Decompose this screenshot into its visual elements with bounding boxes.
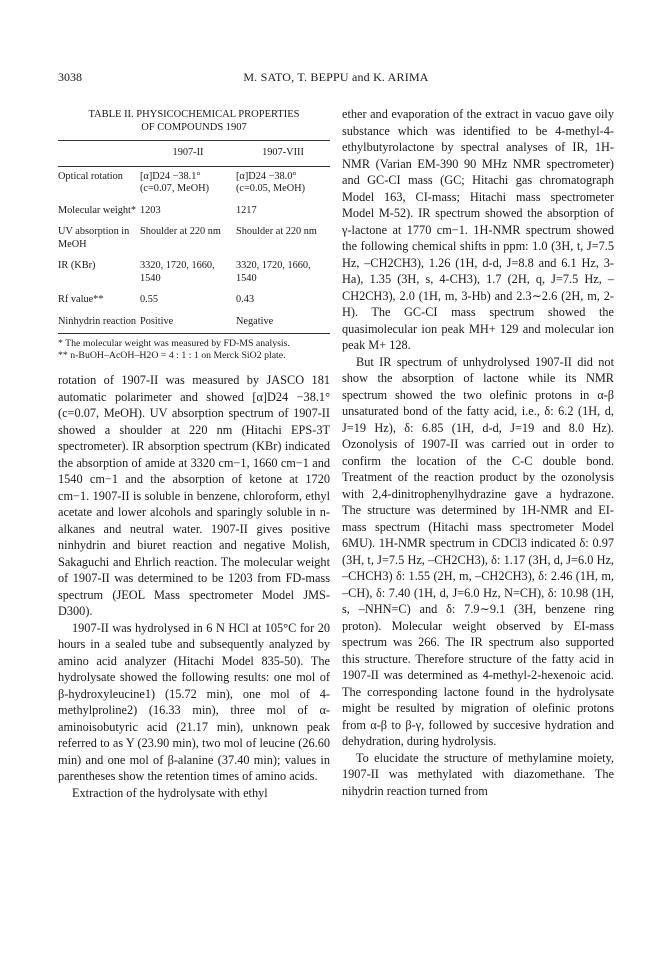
- table-cell: 3320, 1720, 1660, 1540: [140, 260, 215, 284]
- table-footnote: * The molecular weight was measured by FD-MS analysis.: [58, 338, 290, 349]
- table-cell: Optical rotation: [58, 170, 123, 182]
- body-paragraph: rotation of 1907-II was measured by JASCO 181 automatic polarimeter and showed [α]D24 −38.1° (c=0.07, MeOH). UV absorption spectrum of 1907-II showed a shoulder at 220 nm (Hitachi EPS-3T spectrometer). IR absorption spectrum (KBr) indicated the absorption of amide at 3320 cm−1, 1660 cm−1 and 1540 cm−1 and the absorption of ketone at 1720 cm−1. 1907-II is soluble in benzene, chloroform, ethyl acetate and lower alcohols and sparingly soluble in n-alkanes and neutral water. 1907-II gives positive ninhydrin and biuret reaction and negative Molish, Sakaguchi and Ehrlich reaction. The molecular weight of 1907-II was determined to be 1203 from FD-mass spectrum (JEOL Mass spectrometer Model JMS-D300).: [58, 373, 330, 618]
- body-paragraph: Extraction of the hydrolysate with ethyl: [72, 785, 268, 800]
- properties-table: [58, 140, 330, 334]
- table-cell: 3320, 1720, 1660, 1540: [236, 260, 311, 284]
- table-header-cell: 1907-II: [172, 147, 204, 158]
- table-cell: 0.55: [140, 294, 159, 305]
- table-row: [58, 290, 330, 312]
- page-number: 3038: [58, 70, 82, 84]
- table-caption-line1: TABLE II. PHYSICOCHEMICAL PROPERTIES: [88, 109, 300, 120]
- table-cell: Positive: [140, 315, 174, 327]
- table-cell: 1203: [140, 204, 161, 216]
- table-footnote: ** n-BuOH–AcOH–H2O = 4 : 1 : 1 on Merck SiO2 plate.: [58, 350, 286, 361]
- table-cell: Shoulder at 220 nm: [140, 226, 221, 237]
- table-cell: Molecular weight*: [58, 204, 137, 216]
- right-column: [342, 106, 614, 799]
- table-row: [58, 201, 330, 223]
- table-cell: Shoulder at 220 nm: [236, 226, 317, 237]
- table-footnotes: [58, 338, 330, 362]
- table-row: [58, 222, 330, 256]
- running-head: M. SATO, T. BEPPU and K. ARIMA: [243, 70, 429, 84]
- table-cell: UV absorption in MeOH: [58, 226, 130, 250]
- table-cell: Rf value**: [58, 294, 104, 305]
- table-row: [58, 256, 330, 290]
- table-header-cell: [58, 141, 140, 167]
- body-paragraph: ether and evaporation of the extract in vacuo gave oily substance which was identified to be 4-methyl-4-ethylbutyrolactone by spectral analyses of IR, 1H-NMR (Varian EM-390 90 MHz NMR spectrometer) and GC-CI mass (GC; Hitachi gas chromatograph Model 163, CI-mass; Hitachi mass spectrometer Model M-52). IR spectrum showed the absorption of γ-lactone at 1770 cm−1. 1H-NMR spectrum showed the following chemical shifts in ppm: 1.0 (3H, t, J=7.5 Hz, –CH2CH3), 1.26 (1H, d-d, J=8.8 and 6.1 Hz, 3-Ha), 1.35 (3H, s, 4-CH3), 1.7 (2H, q, J=7.5 Hz, –CH2CH3), 2.0 (1H, m, 3-Hb) and 2.3∼2.6 (2H, m, 2-H). The GC-CI mass spectrum showed the quasimolecular ion peak MH+ 129 and molecular ion peak M+ 128.: [342, 107, 614, 352]
- table-caption: [58, 108, 330, 134]
- table-cell: Ninhydrin reaction: [58, 315, 137, 327]
- table-cell: [α]D24 −38.1° (c=0.07, MeOH): [140, 170, 210, 194]
- body-paragraph: But IR spectrum of unhydrolysed 1907-II did not show the absorption of lactone while its NMR spectrum showed the two olefinic protons in α-β unsaturated bond of the fatty acid, i.e., δ: 6.2 (1H, d, J=19 Hz), δ: 6.85 (1H, d-d, J=19 and 8.0 Hz). Ozonolysis of 1907-II was carried out in order to confirm the location of the C-C double bond. Treatment of the reaction product by the ozonolysis with 2,4-dinitrophenylhydrazine gave a hydrazone. The structure was determined by 1H-NMR and EI-mass spectrum (Hitachi mass spectrometer Model 6MU). 1H-NMR spectrum in CDCl3 indicated δ: 0.97 (3H, t, J=7.5 Hz, –CH2CH3), δ: 1.17 (3H, d, J=6.0 Hz, –CHCH3) δ: 1.55 (2H, m, –CH2CH3), δ: 2.46 (1H, m, –CH), δ: 7.40 (1H, d, J=6.0 Hz, N=CH), δ: 10.98 (1H, s, –NHN=C) and δ: 7.9∼9.1 (3H, benzene ring proton). Molecular weight observed by EI-mass spectrum was 266. The IR spectrum also supported this structure. Therefore structure of the fatty acid in 1907-II was determined as 4-methyl-2-hexenoic acid. The corresponding lactone found in the hydrolysate might be resulted by migration of olefinic protons from α-β to β-γ, followed by succesive hydration and dehydration, during hydrolysis.: [342, 354, 614, 748]
- table-caption-line2: OF COMPOUNDS 1907: [141, 122, 247, 133]
- table-row: [58, 312, 330, 334]
- table-cell: IR (KBr): [58, 260, 96, 271]
- table-header-row: [58, 141, 330, 167]
- table-cell: 1217: [236, 204, 257, 216]
- table-header-cell: 1907-VIII: [262, 147, 304, 158]
- table-cell: 0.43: [236, 294, 255, 305]
- body-paragraph: 1907-II was hydrolysed in 6 N HCl at 105°C for 20 hours in a sealed tube and subsequently analyzed by amino acid analyzer (Hitachi Model 835-50). The hydrolysate showed the following results: one mol of β-hydroxyleucine1) (15.72 min), one mol of 4-methylproline2) (16.33 min), three mol of α-aminoisobutyric acid (21.17 min), unknown peak referred to as Y (23.90 min), two mol of leucine (26.60 min) and one mol of β-alanine (37.40 min); values in parentheses show the retention times of amino acids.: [58, 620, 330, 783]
- table-row: [58, 166, 330, 201]
- table-cell: [α]D24 −38.0° (c=0.05, MeOH): [236, 170, 306, 194]
- left-column: [58, 108, 330, 801]
- table-cell: Negative: [236, 315, 274, 327]
- body-paragraph: To elucidate the structure of methylamine moiety, 1907-II was methylated with diazomethane. The nihydrin reaction turned from: [342, 750, 614, 798]
